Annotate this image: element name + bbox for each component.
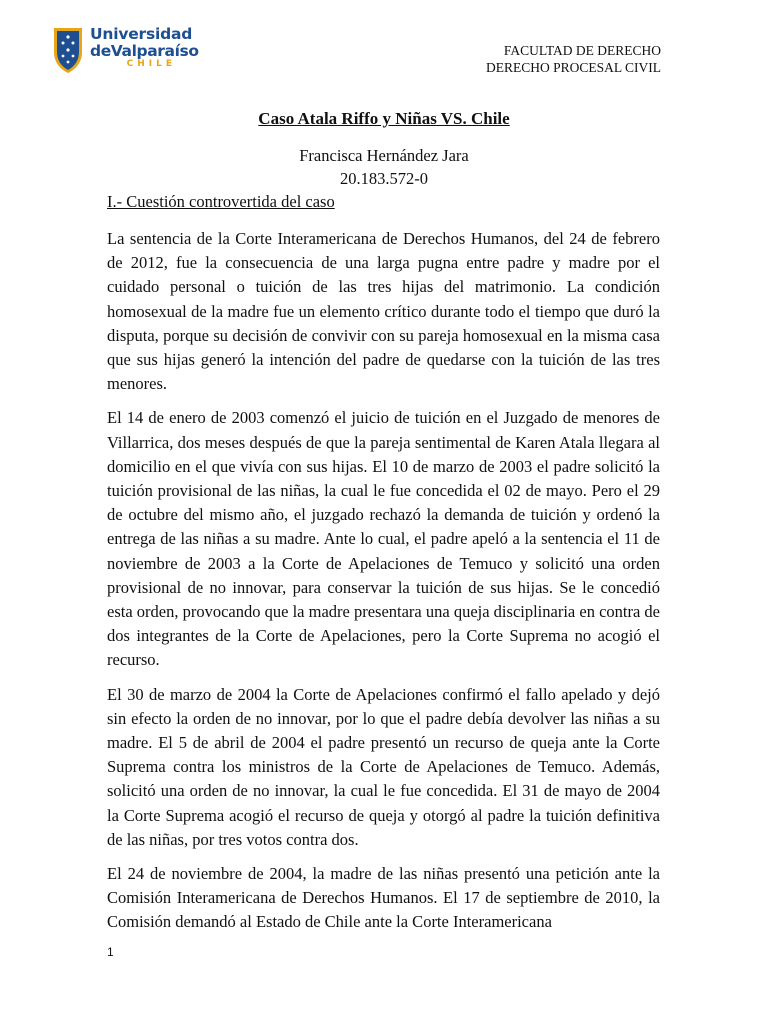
university-logo — [52, 26, 199, 76]
document-title: Caso Atala Riffo y Niñas VS. Chile — [258, 109, 510, 128]
logo-line-3: CHILE — [126, 59, 176, 69]
section-heading: I.- Cuestión controvertida del caso — [107, 192, 335, 211]
paragraph: El 30 de marzo de 2004 la Corte de Apelaciones confirmó el fallo apelado y dejó sin efecto la orden de no innovar, por lo que el padre debía devolver las niñas a su madre. El 5 de abril de 2004 el padre presentó un recurso de queja ante la Corte Suprema contra los ministros de la Corte de Apelaciones de Temuco. Además, solicitó una orden de no innovar, la cual le fue concedida. El 31 de mayo de 2004 la Corte Suprema acogió el recurso de queja y otorgó al padre la tuición definitiva de las niñas, por tres votos contra dos. — [107, 684, 660, 849]
document-body — [107, 227, 660, 945]
paragraph: El 14 de enero de 2003 comenzó el juicio de tuición en el Juzgado de menores de Villarrica, dos meses después de que la pareja sentimental de Karen Atala llegara al domicilio en el que vivía con sus hijas. El 10 de marzo de 2003 el padre solicitó la tuición provisional de las niñas, la cual le fue concedida el 02 de mayo. Pero el 29 de octubre del mismo año, el juzgado rechazó la demanda de tuición y ordenó la entrega de las niñas a su madre. Ante lo cual, el padre apeló a la sentencia el 11 de noviembre de 2003 a la Corte de Apelaciones de Temuco y solicitó una orden provisional de no innovar, para conservar la tuición de sus hijas. Se le concedió esta orden, provocando que la madre presentara una queja disciplinaria en contra de dos integrantes de la Corte de Apelaciones, pero la Corte Suprema no acogió el recurso. — [107, 408, 660, 670]
logo-line-1: Universidad — [90, 25, 193, 43]
faculty-header — [486, 43, 661, 76]
paragraph: El 24 de noviembre de 2004, la madre de las niñas presentó una petición ante la Comisión Interamericana de Derechos Humanos. El 17 de septiembre de 2010, la Comisión demandó al Estado de Chile ante la Corte Interamericana — [107, 864, 660, 932]
logo-line-2: deValparaíso — [90, 41, 199, 60]
paragraph: La sentencia de la Corte Interamericana de Derechos Humanos, del 24 de febrero de 2012, fue la consecuencia de una larga pugna entre padre y madre por el cuidado personal o tuición de las tres hijas del matrimonio. La condición homosexual de la madre fue un elemento crítico durante todo el tiempo que duró la disputa, porque su decisión de convivir con su pareja homosexual en la misma casa que sus hijas generó la intención del padre de quedarse con la tuición de las tres menores. — [107, 229, 660, 394]
author-name: Francisca Hernández Jara — [299, 146, 469, 165]
author-id: 20.183.572-0 — [340, 168, 428, 188]
page-number: 1 — [107, 945, 114, 959]
faculty-name: FACULTAD DE DERECHO — [503, 43, 661, 58]
course-name: DERECHO PROCESAL CIVIL — [485, 59, 661, 75]
university-shield-icon — [52, 26, 84, 74]
logo-text — [90, 26, 199, 69]
author-block — [0, 145, 768, 190]
